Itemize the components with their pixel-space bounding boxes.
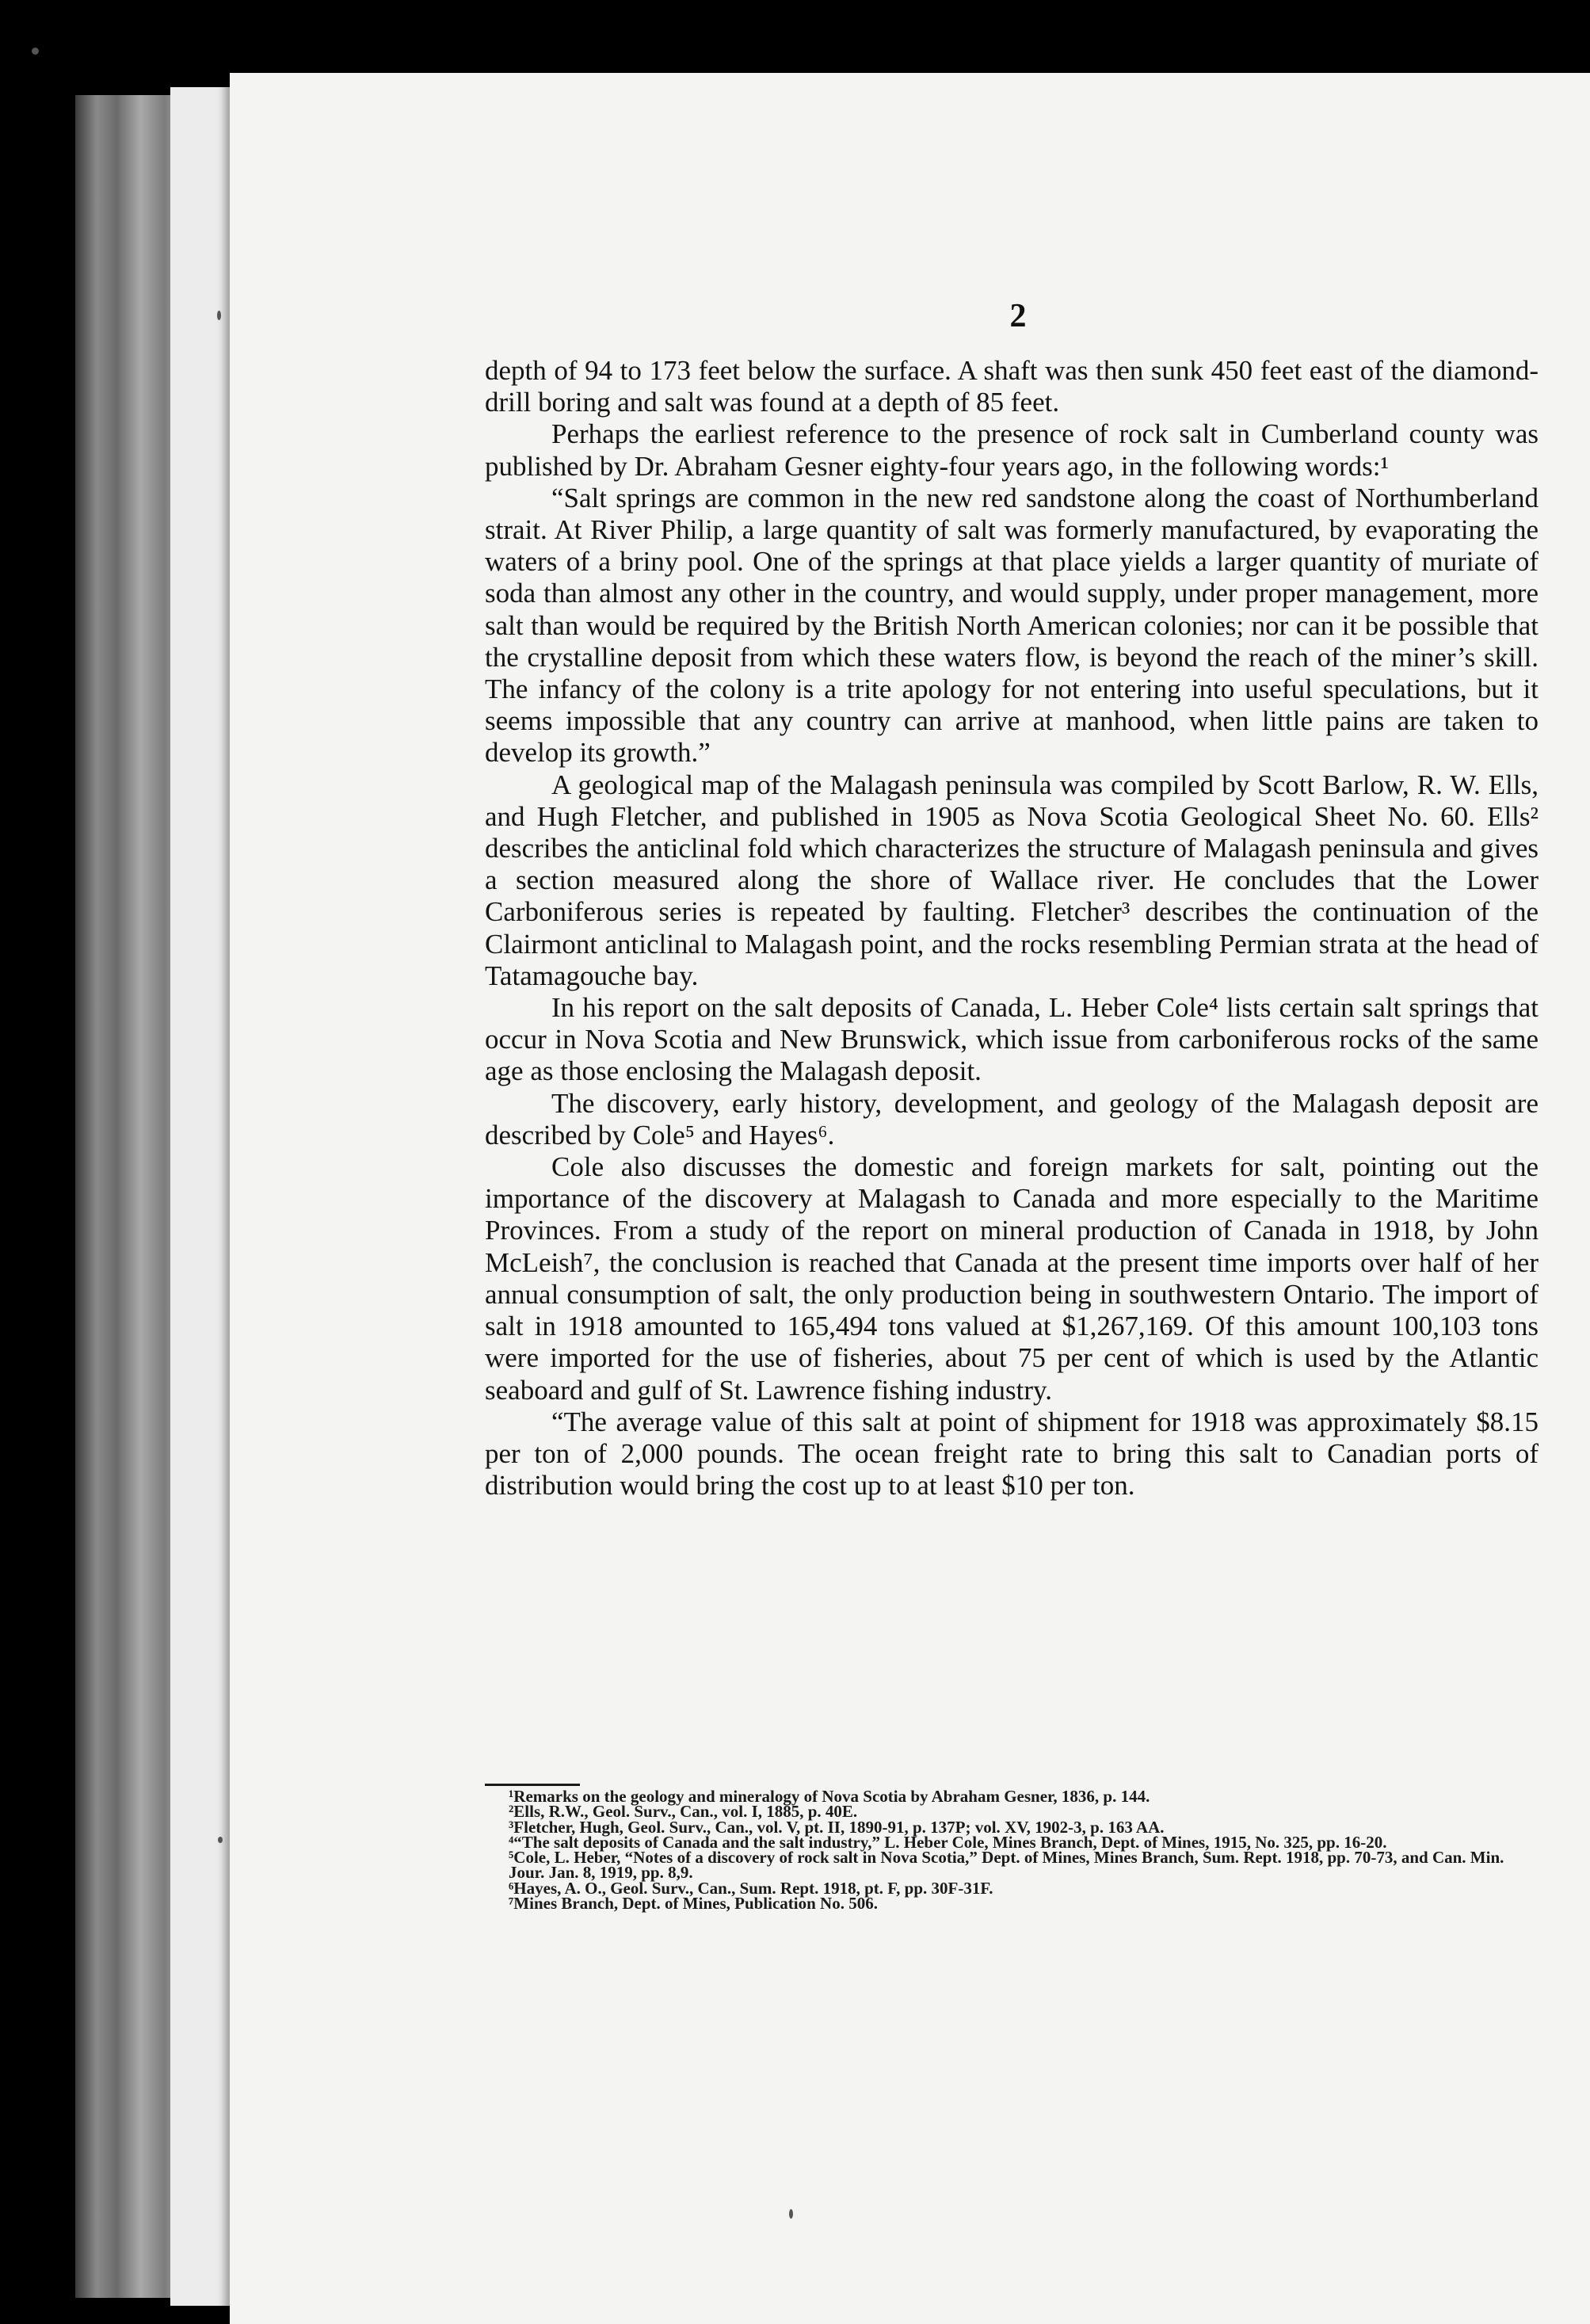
body-text (485, 355, 1539, 1502)
paragraph: Perhaps the earliest reference to the presence of rock salt in Cumberland county was published by Dr. Abraham Gesner eighty-four years ago, in the following words:¹ (485, 418, 1539, 482)
footnote: ¹Remarks on the geology and mineralogy of Nova Scotia by Abraham Gesner, 1836, p. 144. (509, 1787, 1150, 1806)
quotation: “Salt springs are common in the new red sandstone along the coast of Northumberland strait. At River Philip, a large quantity of salt was formerly manufactured, by evaporating the waters of a briny pool. One of the springs at that place yields a larger quantity of muriate of soda than almost any other in the country, and would supply, under proper management, more salt than would be required by the British North American colonies; nor can it be possible that the crystalline deposit from which these waters flow, is beyond the reach of the miner’s skill. The infancy of the colony is a trite apology for not entering into useful speculations, but it seems impossible that any country can arrive at manhood, when little pains are taken to develop its growth.” (485, 482, 1539, 769)
footnote: ²Ells, R.W., Geol. Surv., Can., vol. I, 1885, p. 40E. (509, 1802, 858, 1822)
page-number: 2 (1009, 298, 1027, 334)
paragraph: The discovery, early history, development, and geology of the Malagash deposit are described by Cole⁵ and Hayes⁶. (485, 1087, 1539, 1151)
footnote: ⁵Cole, L. Heber, “Notes of a discovery of rock salt in Nova Scotia,” Dept. of Mines, Mines Branch, Sum. Rept. 1918, pp. 70-73, and Can. Min. Jour. Jan. 8, 1919, pp. 8,9. (509, 1848, 1504, 1883)
paragraph: Cole also discusses the domestic and foreign markets for salt, pointing out the importance of the discovery at Malagash to Canada and more especially to the Maritime Provinces. From a study of the report on mineral production of Canada in 1918, by John McLeish⁷, the conclusion is reached that Canada at the present time imports over half of her annual consumption of salt, the only production being in southwestern Ontario. The import of salt in 1918 amounted to 165,494 tons valued at $1,267,169. Of this amount 100,103 tons were imported for the use of fisheries, about 75 per cent of which is used by the Atlantic seaboard and gulf of St. Lawrence fishing industry. (485, 1151, 1539, 1406)
footnote-divider (485, 1784, 580, 1786)
quotation: “The average value of this salt at point of shipment for 1918 was approximately $8.15 per ton of 2,000 pounds. The ocean freight rate to bring this salt to Canadian ports of distribution would bring the cost up to at least $10 per ton. (485, 1406, 1539, 1502)
scan-speck (217, 311, 221, 320)
footnote: ⁶Hayes, A. O., Geol. Surv., Can., Sum. Rept. 1918, pt. F, pp. 30F-31F. (509, 1878, 993, 1898)
paragraph: depth of 94 to 173 feet below the surface. A shaft was then sunk 450 feet east of the diamond-drill boring and salt was found at a depth of 85 feet. (485, 355, 1539, 418)
scan-speck (789, 2209, 793, 2219)
paragraph: In his report on the salt deposits of Canada, L. Heber Cole⁴ lists certain salt springs that occur in Nova Scotia and New Brunswick, which issue from carboniferous rocks of the same age as those enclosing the Malagash deposit. (485, 992, 1539, 1087)
footnote: ⁷Mines Branch, Dept. of Mines, Publication No. 506. (509, 1894, 878, 1914)
paragraph: A geological map of the Malagash peninsula was compiled by Scott Barlow, R. W. Ells, and Hugh Fletcher, and published in 1905 as Nova Scotia Geological Sheet No. 60. Ells² describes the anticlinal fold which characterizes the structure of Malagash peninsula and gives a section measured along the shore of Wallace river. He concludes that the Lower Carboniferous series is repeated by faulting. Fletcher³ describes the continuation of the Clairmont anticlinal to Malagash point, and the rocks resembling Permian strata at the head of Tatamagouche bay. (485, 769, 1539, 991)
footnotes (485, 1787, 1539, 1914)
scan-speck (32, 48, 39, 55)
footnote: ³Fletcher, Hugh, Geol. Surv., Can., vol. V, pt. II, 1890-91, p. 137P; vol. XV, 1902-3, p. 163 AA. (509, 1817, 1165, 1837)
scan-speck (218, 1837, 223, 1843)
footnote: ⁴“The salt deposits of Canada and the salt industry,” L. Heber Cole, Mines Branch, Dept. of Mines, 1915, No. 325, pp. 16-20. (509, 1832, 1387, 1852)
